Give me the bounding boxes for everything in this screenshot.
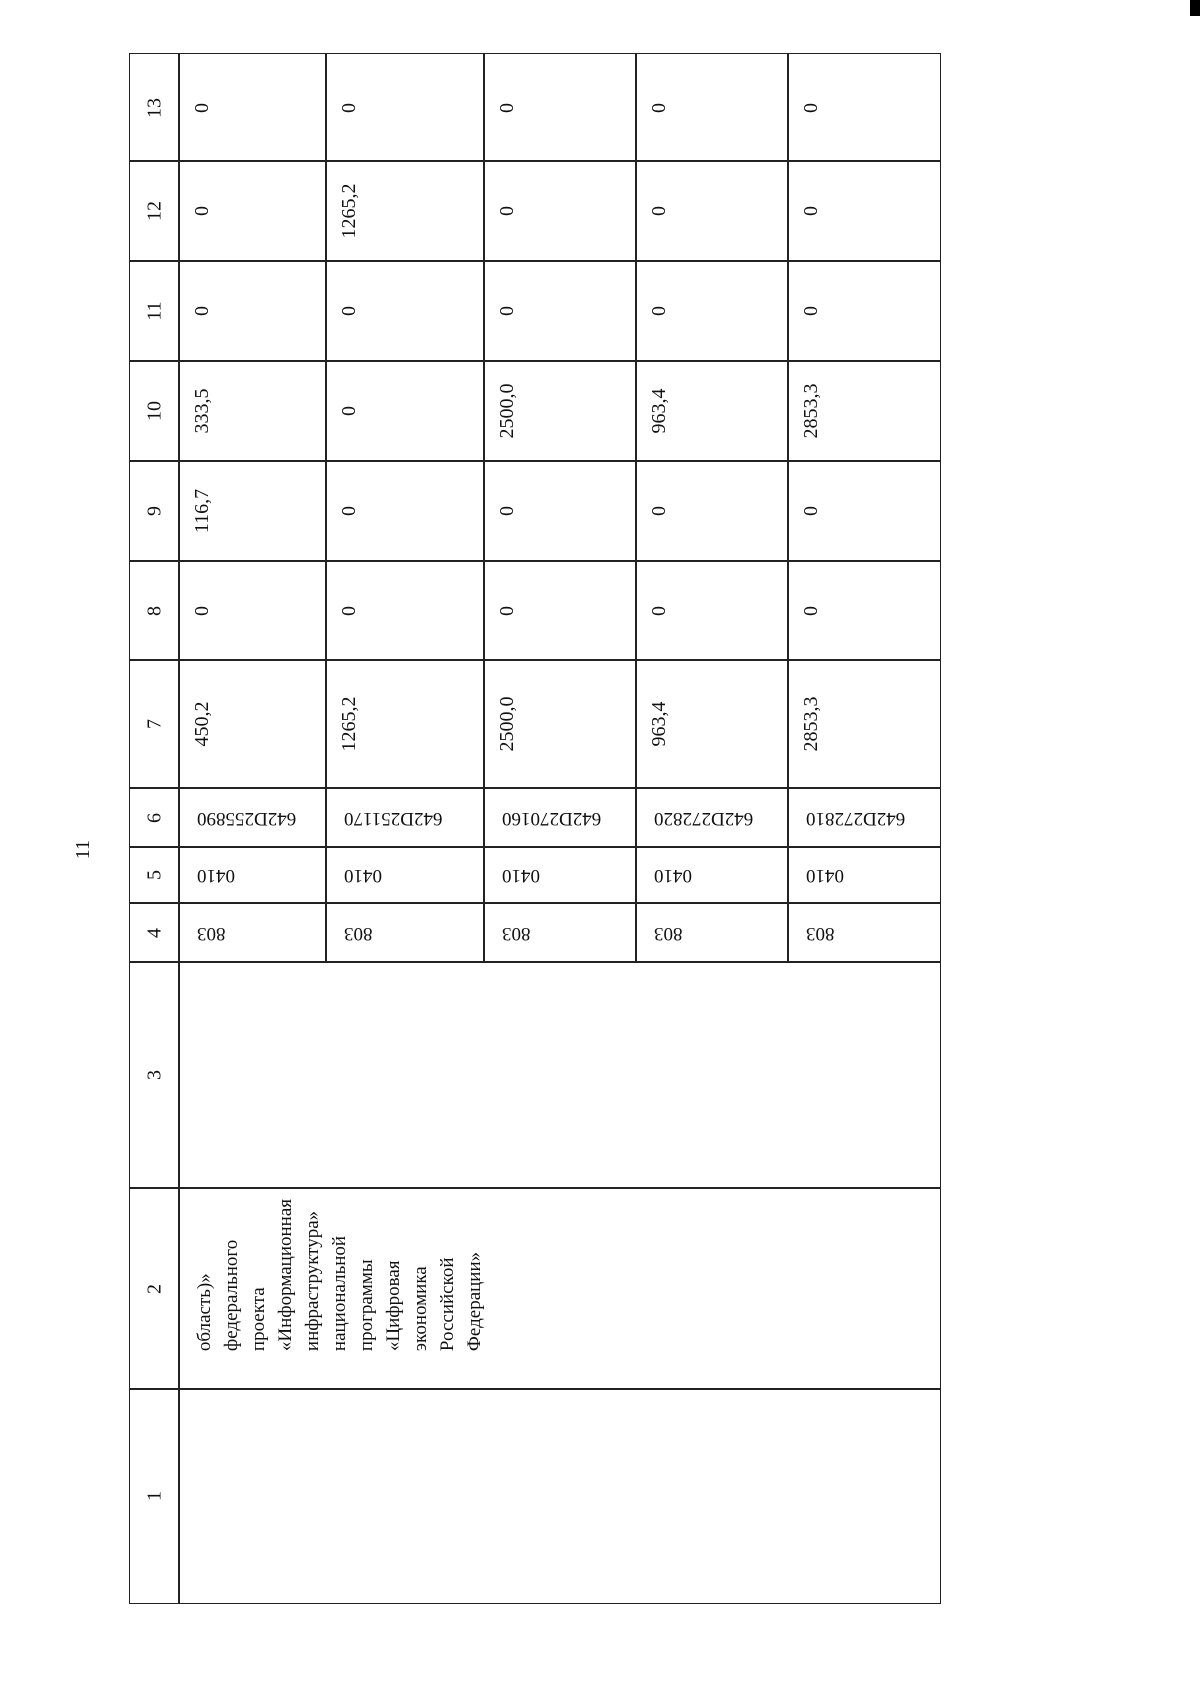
table-cell xyxy=(325,160,485,262)
table-cell xyxy=(325,787,485,848)
table-cell xyxy=(325,360,485,462)
table-cell xyxy=(787,560,941,661)
table-cell xyxy=(635,560,789,661)
column-header xyxy=(129,460,180,562)
page-number: 11 xyxy=(72,840,94,860)
column-header-label: 7 xyxy=(143,719,165,729)
cell-value: 0 xyxy=(191,206,214,216)
cell-value: 642D251170 xyxy=(344,807,443,829)
column-header-label: 1 xyxy=(143,1491,165,1501)
cell-value: 2853,3 xyxy=(800,383,823,439)
merged-cell-col-1 xyxy=(178,1388,941,1604)
table-cell xyxy=(483,560,637,661)
table-cell xyxy=(635,787,789,848)
table-cell xyxy=(483,160,637,262)
table-cell xyxy=(178,260,327,362)
cell-value: 0 xyxy=(496,605,519,616)
cell-value: 333,5 xyxy=(191,388,214,434)
column-header xyxy=(129,846,180,904)
table-cell xyxy=(483,787,637,848)
column-header-label: 2 xyxy=(143,1283,165,1294)
cell-value: 803 xyxy=(502,922,531,944)
cell-value: 642D255890 xyxy=(197,807,297,829)
table-cell xyxy=(325,460,485,562)
column-header xyxy=(129,53,180,162)
table-cell xyxy=(787,902,941,963)
table-cell xyxy=(483,846,637,904)
cell-value: 0 xyxy=(800,306,823,316)
cell-value: 803 xyxy=(654,922,683,944)
table-cell xyxy=(178,460,327,562)
cell-value: 0 xyxy=(648,306,671,316)
column-header-label: 6 xyxy=(143,812,165,823)
table-cell xyxy=(483,659,637,789)
cell-value: 116,7 xyxy=(191,488,214,534)
cell-value: 0410 xyxy=(197,865,236,886)
cell-value: 2500,0 xyxy=(496,696,519,752)
table-cell xyxy=(178,659,327,789)
table-cell xyxy=(787,787,941,848)
table-cell xyxy=(787,846,941,904)
table-cell xyxy=(178,846,327,904)
cell-value: 0 xyxy=(648,102,671,113)
table-cell xyxy=(635,846,789,904)
cell-value: 963,4 xyxy=(648,388,671,434)
table-cell xyxy=(178,787,327,848)
cell-value: 0 xyxy=(191,102,214,113)
description-text: область)» федерального проекта «Информационная инфраструктура» национальной программы «Цифровая экономика Российской Федерации» xyxy=(194,1198,486,1351)
cell-value: 0 xyxy=(338,306,361,316)
column-header-label: 10 xyxy=(143,401,165,421)
column-header xyxy=(129,260,180,362)
cell-value: 803 xyxy=(197,922,226,944)
cell-value: 1265,2 xyxy=(338,183,361,239)
column-header-label: 12 xyxy=(143,201,165,221)
cell-value: 642D272810 xyxy=(806,807,906,829)
column-header xyxy=(129,160,180,262)
merged-cell-col-2 xyxy=(178,1187,941,1390)
cell-value: 803 xyxy=(344,922,373,944)
cell-value: 0 xyxy=(338,102,361,113)
cell-value: 0 xyxy=(191,306,214,316)
cell-value: 0 xyxy=(800,506,823,516)
cell-value: 0 xyxy=(338,506,361,516)
table-cell xyxy=(635,659,789,789)
cell-value: 1265,2 xyxy=(338,696,361,752)
cell-value: 0 xyxy=(800,605,823,616)
table-cell xyxy=(178,160,327,262)
table-cell xyxy=(325,260,485,362)
table-cell xyxy=(635,53,789,162)
cell-value: 0 xyxy=(648,506,671,516)
table-cell xyxy=(325,659,485,789)
column-header xyxy=(129,659,180,789)
cell-value: 0 xyxy=(496,506,519,516)
table-cell xyxy=(483,902,637,963)
table-cell xyxy=(178,560,327,661)
table-cell xyxy=(483,360,637,462)
cell-value: 0 xyxy=(338,605,361,616)
cell-value: 0 xyxy=(496,206,519,216)
table-cell xyxy=(325,53,485,162)
table-cell xyxy=(635,260,789,362)
cell-value: 450,2 xyxy=(191,701,214,747)
column-header-label: 4 xyxy=(143,927,165,938)
table-cell xyxy=(178,902,327,963)
cell-value: 963,4 xyxy=(648,701,671,747)
cell-value: 0 xyxy=(648,605,671,616)
column-header xyxy=(129,961,180,1189)
cell-value: 2500,0 xyxy=(496,383,519,439)
column-header xyxy=(129,360,180,462)
table-cell xyxy=(787,260,941,362)
cell-value: 0 xyxy=(800,102,823,113)
merged-cell-col-3 xyxy=(178,961,941,1189)
scan-mark xyxy=(1190,0,1200,16)
cell-value: 803 xyxy=(806,922,835,944)
cell-value: 0 xyxy=(800,206,823,216)
table-cell xyxy=(483,460,637,562)
column-header-label: 8 xyxy=(143,605,165,616)
table-cell xyxy=(483,260,637,362)
column-header-label: 13 xyxy=(143,97,165,118)
column-header xyxy=(129,1187,180,1390)
column-header-label: 5 xyxy=(143,870,165,880)
table-cell xyxy=(787,460,941,562)
cell-value: 642D270160 xyxy=(502,807,602,829)
cell-value: 0410 xyxy=(806,865,845,886)
table-cell xyxy=(787,53,941,162)
table-cell xyxy=(635,360,789,462)
cell-value: 0410 xyxy=(344,865,383,886)
table-cell xyxy=(178,360,327,462)
table-cell xyxy=(483,53,637,162)
cell-value: 0 xyxy=(496,102,519,113)
table-cell xyxy=(325,560,485,661)
table-cell xyxy=(787,160,941,262)
cell-value: 0 xyxy=(496,306,519,316)
cell-value: 0410 xyxy=(502,865,541,886)
cell-value: 642D272820 xyxy=(654,807,754,829)
column-header-label: 3 xyxy=(143,1070,165,1080)
cell-value: 0 xyxy=(191,605,214,616)
cell-value: 0410 xyxy=(654,865,693,886)
cell-value: 0 xyxy=(648,206,671,216)
column-header xyxy=(129,787,180,848)
table-cell xyxy=(178,53,327,162)
table-cell xyxy=(787,360,941,462)
cell-value: 2853,3 xyxy=(800,696,823,752)
column-header-label: 9 xyxy=(143,506,165,516)
table-cell xyxy=(325,846,485,904)
table-cell xyxy=(635,160,789,262)
cell-value: 0 xyxy=(338,406,361,416)
column-header xyxy=(129,560,180,661)
table-cell xyxy=(787,659,941,789)
table-cell xyxy=(635,902,789,963)
column-header-label: 11 xyxy=(143,301,165,321)
table-cell xyxy=(635,460,789,562)
column-header xyxy=(129,902,180,963)
table-cell xyxy=(325,902,485,963)
column-header xyxy=(129,1388,180,1604)
